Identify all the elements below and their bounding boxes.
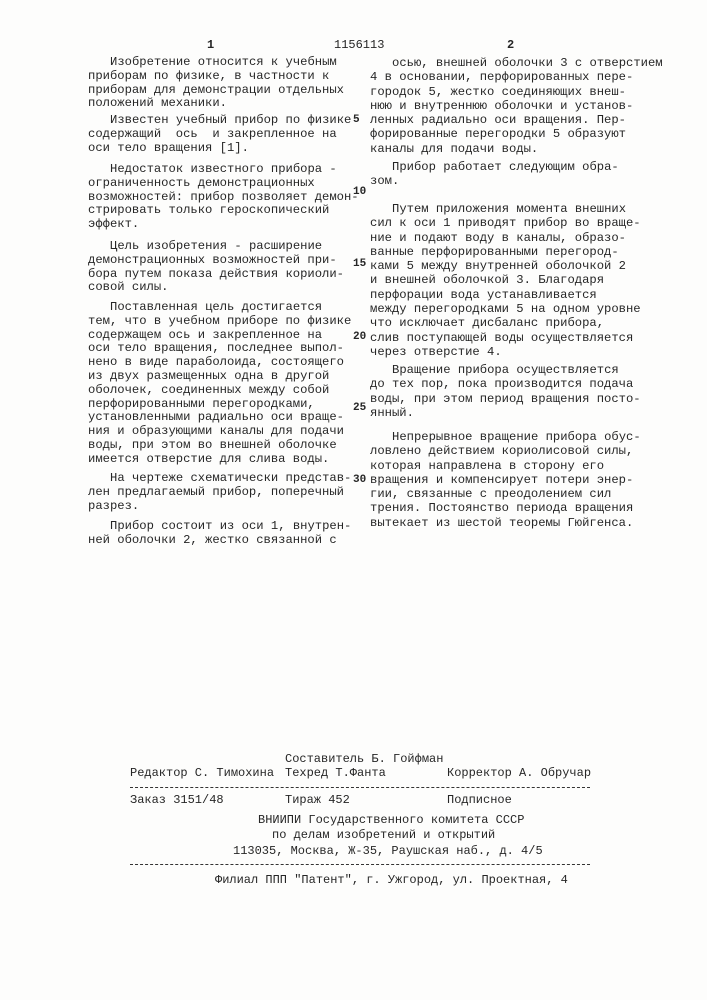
corrector: Корректор А. Обручар <box>447 766 591 780</box>
left-paragraph: На чертеже схематически представ- лен предлагаемый прибор, поперечный разрез. <box>88 472 351 513</box>
left-paragraph: Цель изобретения - расширение демонстрационных возможностей при- бора путем показа действия кориоли- совой силы. <box>88 240 344 295</box>
org-address: 113035, Москва, Ж-35, Раушская наб., д. 4/5 <box>233 844 543 858</box>
compiler: Составитель Б. Гойфман <box>285 752 443 766</box>
circulation: Тираж 452 <box>285 793 350 807</box>
right-paragraph: Путем приложения момента внешних сил к оси 1 приводят прибор во враще- ние и подают воду в каналы, образо- ванные перфорированными перегород- ками 5 между внутренней оболочкой 2 и внешней оболочкой 3. Благодаря перфорации вода устанавливается между перегородками 5 на одном уровне что исключает дисбаланс прибора, слив поступающей воды осуществляется через отверстие 4. <box>370 202 641 359</box>
line-number: 25 <box>353 402 366 414</box>
left-paragraph: Поставленная цель достигается тем, что в учебном приборе по физике содержащем ось и закрепленное на оси тело вращения, последнее выпол- нено в виде параболоида, состоящего из двух размещенных одна в другой оболочек, соединенных между собой перфорированными перегородками, установленными радиально оси враще- ния и образующими каналы для подачи воды, при этом во внешней оболочке имеется отверстие для слива воды. <box>88 301 351 467</box>
left-paragraph: Недостаток известного прибора - ограниченность демонстрационных возможностей: прибор позволяет демон- стрировать только героскопический эффект. <box>88 163 359 232</box>
techred: Техред Т.Фанта <box>285 766 386 780</box>
line-number: 15 <box>353 258 366 270</box>
column-number-left: 1 <box>207 38 214 52</box>
order-number: Заказ 3151/48 <box>130 793 224 807</box>
column-number-right: 2 <box>507 38 514 52</box>
line-number: 10 <box>353 186 366 198</box>
left-paragraph: Прибор состоит из оси 1, внутрен- ней оболочки 2, жестко связанной с <box>88 520 351 548</box>
editor: Редактор С. Тимохина <box>130 766 274 780</box>
divider <box>130 864 590 865</box>
branch-address: Филиал ППП "Патент", г. Ужгород, ул. Проектная, 4 <box>215 873 568 887</box>
left-paragraph: Изобретение относится к учебным приборам по физике, в частности к приборам для демонстрации отдельных положений механики. <box>88 56 344 111</box>
patent-number: 1156113 <box>334 38 384 52</box>
org-line: по делам изобретений и открытий <box>272 828 495 842</box>
right-paragraph: Вращение прибора осуществляется до тех пор, пока производится подача воды, при этом период вращения посто- янный. <box>370 363 641 420</box>
subscription: Подписное <box>447 793 512 807</box>
org-line: ВНИИПИ Государственного комитета СССР <box>258 813 524 827</box>
line-number: 30 <box>353 474 366 486</box>
line-number: 20 <box>353 331 366 343</box>
line-number: 5 <box>353 114 360 126</box>
right-paragraph: осью, внешней оболочки 3 с отверстием 4 в основании, перфорированных пере- городок 5, жестко соединяющих внеш- нюю и внутреннюю оболочки и установ- ленных радиально оси вращения. Пер- форированные перегородки 5 образуют каналы для подачи воды. <box>370 56 663 156</box>
left-paragraph: Известен учебный прибор по физике содержащий ось и закрепленное на оси тело вращения [1]. <box>88 114 351 155</box>
right-paragraph: Прибор работает следующим обра- зом. <box>370 160 619 189</box>
divider <box>130 787 590 788</box>
right-paragraph: Непрерывное вращение прибора обус- ловлено действием кориолисовой силы, которая направлена в сторону его вращения и компенсирует потери энер- гии, связанные с преодолением сил трения. Постоянство периода вращения вытекает из шестой теоремы Гюйгенса. <box>370 430 641 530</box>
